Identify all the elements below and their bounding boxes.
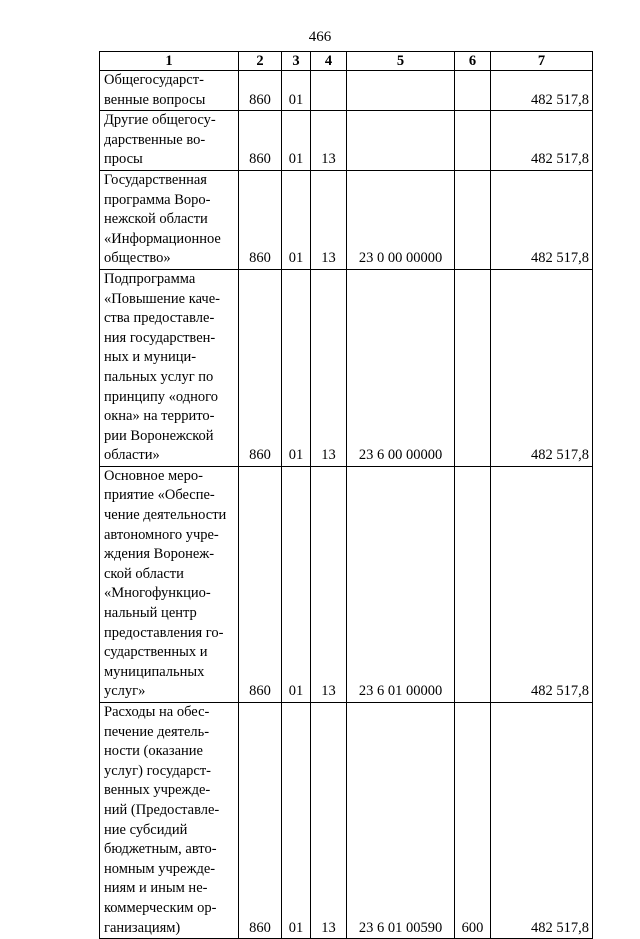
row-sum: 482 517,8: [491, 111, 593, 171]
row-rz: 01: [282, 111, 311, 171]
table-row: [100, 170, 593, 269]
column-header: 6: [455, 52, 491, 71]
row-vr: [455, 170, 491, 269]
row-csr: 23 6 01 00000: [347, 466, 455, 702]
column-header: 3: [282, 52, 311, 71]
table-row: [100, 269, 593, 466]
table-row: [100, 111, 593, 171]
row-sum: 482 517,8: [491, 71, 593, 111]
row-name: Общегосударст- венные вопросы: [100, 71, 239, 111]
column-header: 1: [100, 52, 239, 71]
row-name: Подпрограмма «Повышение каче- ства предоставле- ния государствен- ных и муници- пальных услуг по принципу «одного окна» на террито- рии Воронежской области»: [100, 269, 239, 466]
row-csr: [347, 71, 455, 111]
row-csr: 23 6 00 00000: [347, 269, 455, 466]
column-header: 5: [347, 52, 455, 71]
row-name: Основное меро- приятие «Обеспе- чение деятельности автономного учре- ждения Воронеж- ской области «Многофункцио- нальный центр предоставления го- сударственных и муниципальных услуг»: [100, 466, 239, 702]
column-header: 2: [239, 52, 282, 71]
row-csr: 23 6 01 00590: [347, 703, 455, 939]
row-pr: [311, 71, 347, 111]
row-rz: 01: [282, 170, 311, 269]
row-rz: 01: [282, 703, 311, 939]
row-ved: 860: [239, 703, 282, 939]
table-row: [100, 466, 593, 702]
row-name: Расходы на обес- печение деятель- ности (оказание услуг) государст- венных учрежде- ний (Предоставле- ние субсидий бюджетным, авто- номным учрежде- ниям и иным не- коммерческим ор- ганизациям): [100, 703, 239, 939]
row-pr: 13: [311, 170, 347, 269]
row-ved: 860: [239, 170, 282, 269]
row-sum: 482 517,8: [491, 170, 593, 269]
table-row: [100, 703, 593, 939]
row-vr: [455, 269, 491, 466]
row-pr: 13: [311, 269, 347, 466]
row-name: Государственная программа Воро- нежской области «Информационное общество»: [100, 170, 239, 269]
row-vr: 600: [455, 703, 491, 939]
table-row: [100, 71, 593, 111]
row-pr: 13: [311, 703, 347, 939]
row-ved: 860: [239, 71, 282, 111]
row-pr: 13: [311, 466, 347, 702]
row-pr: 13: [311, 111, 347, 171]
row-vr: [455, 111, 491, 171]
row-rz: 01: [282, 269, 311, 466]
column-header: 7: [491, 52, 593, 71]
row-ved: 860: [239, 269, 282, 466]
row-vr: [455, 466, 491, 702]
row-csr: [347, 111, 455, 171]
row-sum: 482 517,8: [491, 269, 593, 466]
row-vr: [455, 71, 491, 111]
table-header-row: [100, 52, 593, 71]
budget-table: [99, 51, 593, 939]
row-rz: 01: [282, 71, 311, 111]
row-sum: 482 517,8: [491, 466, 593, 702]
row-sum: 482 517,8: [491, 703, 593, 939]
row-name: Другие общегосу- дарственные во- просы: [100, 111, 239, 171]
column-header: 4: [311, 52, 347, 71]
page-number: 466: [308, 29, 332, 45]
row-csr: 23 0 00 00000: [347, 170, 455, 269]
row-ved: 860: [239, 466, 282, 702]
row-ved: 860: [239, 111, 282, 171]
row-rz: 01: [282, 466, 311, 702]
